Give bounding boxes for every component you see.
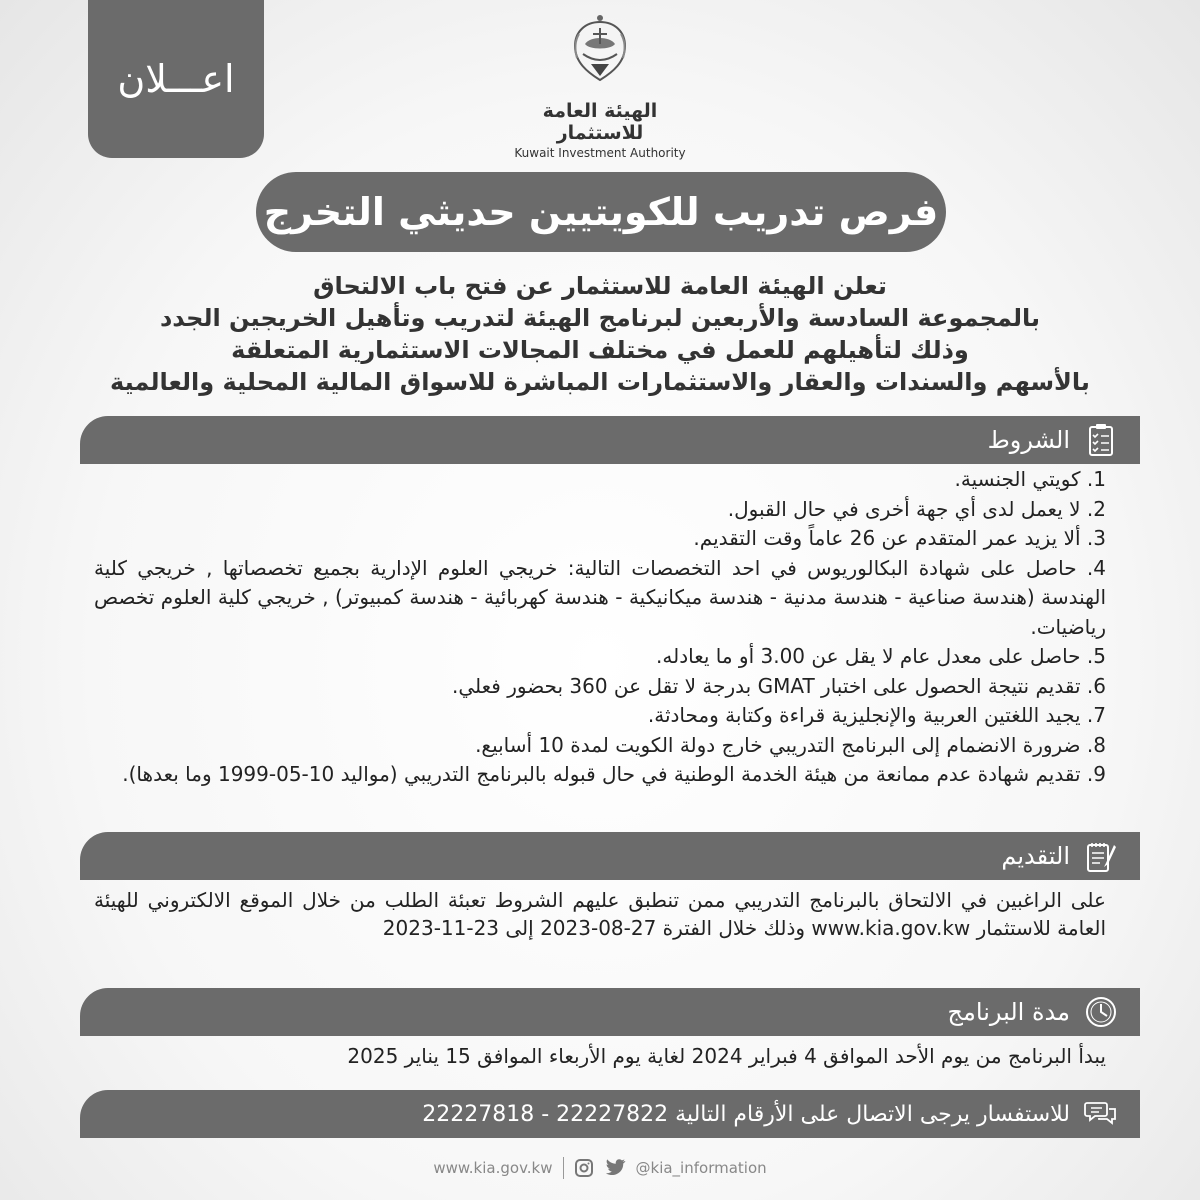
intro-line: وذلك لتأهيلهم للعمل في مختلف المجالات الاستثمارية المتعلقة (231, 336, 969, 364)
kia-logo (500, 14, 700, 160)
list-item: 1. كويتي الجنسية. (954, 467, 1106, 491)
duration-label: مدة البرنامج (947, 998, 1070, 1026)
form-pen-icon (1084, 839, 1118, 873)
list-item: 7. يجيد اللغتين العربية والإنجليزية قراءة وكتابة ومحادثة. (647, 703, 1106, 727)
footer (400, 1152, 800, 1184)
emblem-icon (565, 14, 635, 96)
website-link[interactable]: www.kia.gov.kw (433, 1159, 553, 1177)
clock-icon (1084, 995, 1118, 1029)
intro-line: تعلن الهيئة العامة للاستثمار عن فتح باب الالتحاق (313, 272, 887, 300)
list-item: 3. ألا يزيد عمر المتقدم عن 26 عاماً وقت التقديم. (693, 526, 1106, 550)
social-handle[interactable]: @kia_information (635, 1159, 767, 1177)
logo-arabic-name: الهيئة العامة للاستثمار (542, 100, 658, 144)
announcement-tab (88, 0, 264, 158)
contact-bar (80, 1090, 1140, 1138)
conditions-label: الشروط (987, 426, 1070, 454)
intro-paragraph (60, 270, 1140, 398)
duration-text: يبدأ البرنامج من يوم الأحد الموافق 4 فبراير 2024 لغاية يوم الأربعاء الموافق 15 يناير 2025 (347, 1044, 1106, 1068)
chat-bubbles-icon (1084, 1097, 1118, 1131)
divider (563, 1157, 564, 1179)
checklist-icon (1084, 423, 1118, 457)
conditions-list (94, 465, 1106, 790)
title-text: فرص تدريب للكويتيين حديثي التخرج (263, 190, 939, 234)
twitter-icon[interactable] (604, 1158, 626, 1178)
contact-text: للاستفسار يرجى الاتصال على الأرقام التالية 22227822 - 22227818 (422, 1101, 1070, 1127)
intro-line: بالأسهم والسندات والعقار والاستثمارات المباشرة للاسواق المالية المحلية والعالمية (110, 368, 1090, 396)
list-item: 9. تقديم شهادة عدم ممانعة من هيئة الخدمة الوطنية في حال قبوله بالبرنامج التدريبي (مواليد 10-05-1999 وما بعدها). (122, 762, 1106, 786)
list-item: 4. حاصل على شهادة البكالوريوس في احد التخصصات التالية: خريجي العلوم الإدارية بجميع تخصصاتها , خريجي كلية الهندسة (هندسة صناعية - هندسة مدنية - هندسة ميكانيكية - هندسة كهربائية - هندسة كمبيوتر) , خريجي كلية العلوم تخصص رياضيات. (94, 555, 1106, 639)
announcement-label: اعـــلان (117, 57, 235, 101)
instagram-icon[interactable] (574, 1158, 594, 1178)
application-label: التقديم (1001, 842, 1070, 870)
list-item: 8. ضرورة الانضمام إلى البرنامج التدريبي خارج دولة الكويت لمدة 10 أسابيع. (475, 732, 1106, 757)
intro-line: بالمجموعة السادسة والأربعين لبرنامج الهيئة لتدريب وتأهيل الخريجين الجدد (159, 304, 1041, 332)
conditions-header (80, 416, 1140, 464)
application-text: على الراغبين في الالتحاق بالبرنامج التدريبي ممن تنطبق عليهم الشروط تعبئة الطلب من خلال الموقع الالكتروني للهيئة العامة للاستثمار www.kia.gov.kw وذلك خلال الفترة 27-08-2023 إلى 23-11-2023 (94, 888, 1106, 940)
list-item: 6. تقديم نتيجة الحصول على اختبار GMAT بدرجة لا تقل عن 360 بحضور فعلي. (452, 673, 1106, 698)
list-item: 2. لا يعمل لدى أي جهة أخرى في حال القبول. (727, 496, 1106, 521)
logo-english-name: Kuwait Investment Authority (514, 146, 686, 160)
list-item: 5. حاصل على معدل عام لا يقل عن 3.00 أو ما يعادله. (656, 644, 1106, 668)
page-title (256, 172, 946, 252)
duration-header (80, 988, 1140, 1036)
application-header (80, 832, 1140, 880)
